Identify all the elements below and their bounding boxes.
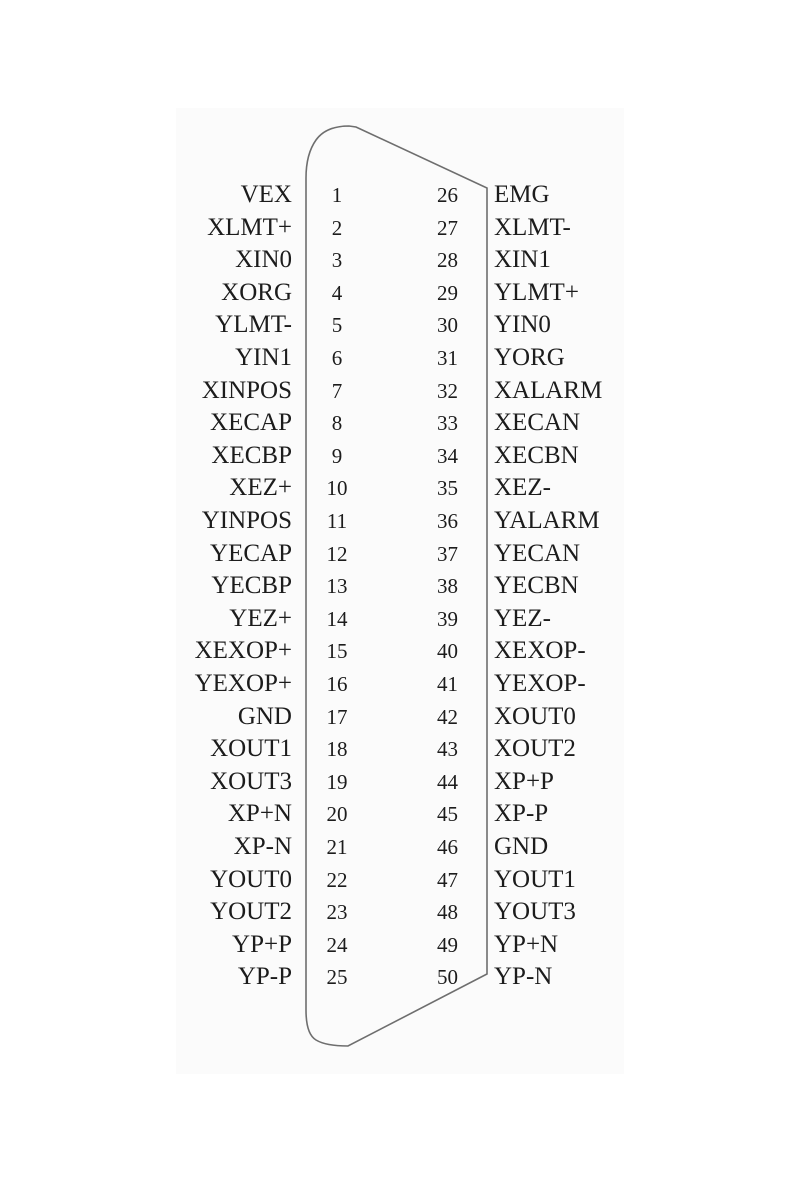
right-pin-number: 41 <box>437 672 458 696</box>
right-pin-number: 48 <box>437 900 458 925</box>
right-pin-number: 44 <box>437 769 458 794</box>
left-pin-number: 8 <box>331 411 343 436</box>
right-pin-number: 29 <box>437 280 458 305</box>
right-signal-name: YEZ- <box>494 604 551 632</box>
left-pin-number: 15 <box>326 639 348 664</box>
right-signal-name: XECBN <box>494 441 579 469</box>
right-signal-name: YLMT+ <box>494 278 579 306</box>
left-signal-name: XIN0 <box>235 246 292 274</box>
right-pin-number: 28 <box>437 248 458 273</box>
left-pin-number: 2 <box>331 215 343 240</box>
left-pin-number: 10 <box>326 476 348 501</box>
left-signal-name: YECAP <box>210 539 292 567</box>
right-pin-number: 42 <box>437 704 458 729</box>
right-pin-number: 40 <box>437 639 458 664</box>
left-pin-number: 25 <box>326 965 348 990</box>
right-pin-number: 27 <box>437 215 458 240</box>
right-signal-name: XP-P <box>494 800 549 828</box>
right-signal-name: XECAN <box>494 409 581 437</box>
right-signal-name: XEZ- <box>494 474 551 502</box>
left-pin-number: 21 <box>326 835 348 859</box>
right-pin-number: 32 <box>437 378 458 403</box>
right-pin-number: 31 <box>437 346 458 370</box>
left-signal-name: XINPOS <box>201 376 292 404</box>
right-signal-name: YEXOP- <box>494 670 586 697</box>
right-signal-name: GND <box>494 833 549 860</box>
left-signal-name: YOUT2 <box>210 898 292 926</box>
right-signal-name: XOUT2 <box>494 735 576 763</box>
left-pin-number: 11 <box>326 509 348 533</box>
left-pin-number: 5 <box>331 313 343 338</box>
left-pin-number: 13 <box>326 574 348 599</box>
left-signal-name: XOUT1 <box>210 735 292 763</box>
left-pin-number: 1 <box>331 183 343 207</box>
left-pin-number: 20 <box>326 802 348 827</box>
right-signal-name: YOUT3 <box>494 898 576 926</box>
right-pin-number: 30 <box>437 313 458 338</box>
right-signal-name: XEXOP- <box>494 637 586 665</box>
right-signal-name: YIN0 <box>494 311 551 339</box>
left-pin-number: 9 <box>331 443 343 468</box>
left-signal-name: XP+N <box>227 800 292 828</box>
left-pin-number: 12 <box>326 541 348 566</box>
right-pin-number: 26 <box>437 183 458 207</box>
left-pin-number: 7 <box>331 378 343 403</box>
left-signal-name: XORG <box>221 278 292 306</box>
right-pin-number: 45 <box>437 802 458 827</box>
right-signal-name: YOUT1 <box>494 865 576 893</box>
left-signal-name: YEZ+ <box>229 604 292 632</box>
right-pin-number: 50 <box>437 965 458 990</box>
right-pin-number: 49 <box>437 932 458 957</box>
right-pin-number: 46 <box>437 835 458 859</box>
left-signal-name: XEXOP+ <box>194 637 292 665</box>
left-pin-number: 16 <box>326 672 348 696</box>
right-pin-number: 37 <box>437 541 458 566</box>
left-pin-number: 23 <box>326 900 348 925</box>
left-signal-name: YLMT- <box>215 311 292 339</box>
right-pin-number: 33 <box>437 411 458 436</box>
left-signal-name: YECBP <box>211 572 292 600</box>
right-signal-name: YECAN <box>494 539 581 567</box>
left-signal-name: VEX <box>240 181 292 208</box>
left-pin-number: 22 <box>326 867 348 892</box>
right-signal-name: YP-N <box>494 963 553 991</box>
right-signal-name: EMG <box>494 181 550 208</box>
right-pin-number: 39 <box>437 606 458 631</box>
left-pin-number: 24 <box>326 932 348 957</box>
right-signal-name: XP+P <box>494 767 554 795</box>
left-signal-name: XP-N <box>233 833 292 860</box>
left-signal-name: GND <box>237 702 292 730</box>
left-signal-name: XEZ+ <box>229 474 292 502</box>
right-signal-name: YP+N <box>494 930 559 958</box>
right-signal-name: XALARM <box>494 376 603 404</box>
left-pin-number: 18 <box>326 737 348 762</box>
right-pin-number: 35 <box>437 476 458 501</box>
left-pin-number: 6 <box>331 346 343 370</box>
right-pin-number: 38 <box>437 574 458 599</box>
right-signal-name: XIN1 <box>494 246 551 274</box>
left-pin-number: 4 <box>331 280 343 305</box>
left-signal-name: XLMT+ <box>207 213 292 241</box>
left-signal-name: XOUT3 <box>210 767 292 795</box>
left-signal-name: YP+P <box>232 930 292 958</box>
right-signal-name: XOUT0 <box>494 702 576 730</box>
left-signal-name: YINPOS <box>201 507 292 534</box>
left-signal-name: XECBP <box>211 441 292 469</box>
left-pin-number: 14 <box>326 606 348 631</box>
right-signal-name: YALARM <box>494 507 600 534</box>
right-pin-number: 34 <box>437 443 458 468</box>
left-signal-name: YP-P <box>237 963 292 991</box>
left-pin-number: 19 <box>326 769 348 794</box>
right-pin-number: 43 <box>437 737 458 762</box>
left-signal-name: YEXOP+ <box>194 670 292 697</box>
right-pin-number: 47 <box>437 867 458 892</box>
right-signal-name: XLMT- <box>494 213 571 241</box>
right-signal-name: YECBN <box>494 572 579 600</box>
left-pin-number: 17 <box>326 704 348 729</box>
left-pin-number: 3 <box>331 248 343 273</box>
left-signal-name: XECAP <box>210 409 292 437</box>
right-signal-name: YORG <box>494 344 565 371</box>
left-signal-name: YIN1 <box>235 344 292 371</box>
right-pin-number: 36 <box>437 509 458 533</box>
left-signal-name: YOUT0 <box>210 865 292 893</box>
